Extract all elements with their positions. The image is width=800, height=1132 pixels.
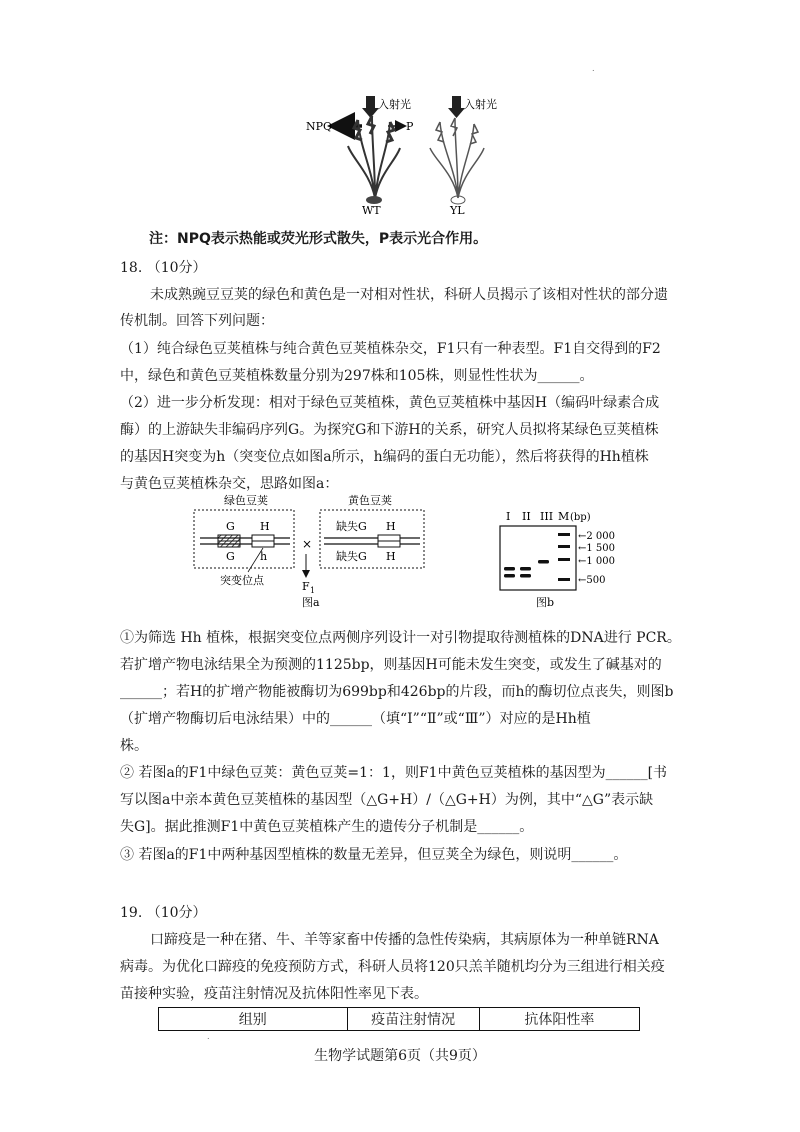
q18-sub1-line: （扩增产物酶切后电泳结果）中的______（填“Ⅰ”“Ⅱ”或“Ⅲ”）对应的是Hh植 [120,711,591,727]
gene-g-label: G [226,550,235,563]
mutation-site-label: 突变位点 [220,574,264,587]
wt-light-label: 入射光 [378,98,411,111]
sample-band [520,574,531,578]
table-header-row [159,1008,640,1031]
q18-sub1-line: 若扩增产物电泳结果全为预测的1125bp，则基因H可能未发生突变，或发生了碱基对的 [120,657,662,673]
page-footer: 生物学试题第6页（共9页） [314,1048,486,1064]
figure-b-electrophoresis [496,510,626,610]
q18-sub2-line: 失G]。据此推测F1中黄色豆荚植株产生的遗传分子机制是______。 [120,819,534,835]
lane-label: M [558,510,570,523]
wt-label: WT [362,204,381,217]
q19-heading: 19. （10分） [120,905,207,921]
rice-plants-figure [300,88,530,218]
yellow-pod-title: 黄色豆荚 [348,494,392,507]
wt-plant [306,96,414,217]
q18-heading: 18. （10分） [120,260,207,276]
marker-band [558,533,570,536]
q18-part1-line: （1）纯合绿色豆荚植株与纯合黄色豆荚植株杂交，F1只有一种表型。F1自交得到的F2 [120,341,661,357]
missing-g-label: 缺失G [336,550,367,563]
marker-band [558,558,570,561]
scan-dot: . [592,64,595,73]
marker-label: ←1 500 [578,543,616,554]
sample-band [504,567,515,571]
q18-sub1-line: ①为筛选 Hh 植株，根据突变位点两侧序列设计一对引物提取待测植株的DNA进行 PCR。 [120,630,681,646]
lane-label: I [506,510,511,523]
gene-h-label: H [260,520,270,533]
cross-symbol: × [302,537,313,551]
figure-a-cross-diagram [190,492,440,610]
yl-light-label: 入射光 [464,98,497,111]
f1-subscript: 1 [310,586,316,595]
npq-label: NPQ [306,120,333,133]
figure-b-caption: 图b [536,596,555,609]
marker-label: ←500 [578,575,606,586]
green-pod-title: 绿色豆荚 [224,494,268,507]
lane-label: II [522,510,531,523]
q18-sub3-line: ③ 若图a的F1中两种基因型植株的数量无差异，但豆荚全为绿色，则说明______。 [120,847,628,863]
p-label: P [406,120,414,133]
sample-band [538,560,549,564]
missing-g-label: 缺失G [336,520,367,533]
figure-a-caption: 图a [302,596,320,609]
q19-intro-line: 口蹄疫是一种在猪、牛、羊等家畜中传播的急性传染病，其病原体为一种单链RNA [150,932,659,948]
f1-label: F [302,580,310,593]
q19-intro-line: 苗接种实验，疫苗注射情况及抗体阳性率见下表。 [120,986,428,1002]
table-header-antibody: 抗体阳性率 [479,1008,639,1031]
vaccine-table [158,1007,640,1031]
yl-label: YL [450,204,465,217]
figure-note: 注：NPQ表示热能或荧光形式散失，P表示光合作用。 [149,231,488,247]
marker-band [558,578,570,581]
marker-label: ←1 000 [578,556,616,567]
scan-dot: . [207,1032,210,1041]
sample-band [504,574,515,578]
marker-band [558,545,570,548]
bp-unit-label: (bp) [570,512,591,523]
q18-sub2-line: 写以图a中亲本黄色豆荚植株的基因型（△G+H）/（△G+H）为例，其中“△G”表示缺 [120,792,654,808]
q18-intro-line: 未成熟豌豆豆荚的绿色和黄色是一对相对性状，科研人员揭示了该相对性状的部分遗 [150,287,668,303]
gene-g-label: G [226,520,235,533]
q18-part1-line: 中，绿色和黄色豆荚植株数量分别为297株和105株，则显性性状为______。 [120,368,594,384]
q18-sub2-line: ② 若图a的F1中绿色豆荚：黄色豆荚=1：1，则F1中黄色豆荚植株的基因型为______[书 [120,765,668,781]
q18-intro-line: 传机制。回答下列问题： [120,313,274,329]
lane-label: III [540,510,554,523]
q19-intro-line: 病毒。为优化口蹄疫的免疫预防方式，科研人员将120只羔羊随机均分为三组进行相关疫 [120,959,665,975]
yl-plant [430,96,497,217]
gene-h-label: H [386,550,396,563]
table-header-vaccine: 疫苗注射情况 [347,1008,479,1031]
sample-band [520,567,531,571]
marker-label: ←2 000 [578,531,616,542]
gene-h-mutant-label: h [260,550,268,563]
q18-part2-line: 的基因H突变为h（突变位点如图a所示，h编码的蛋白无功能），然后将获得的Hh植株 [120,449,649,465]
q18-part2-line: 与黄色豆荚植株杂交，思路如图a： [120,476,339,492]
q18-part2-line: （2）进一步分析发现：相对于绿色豆荚植株，黄色豆荚植株中基因H（编码叶绿素合成 [120,395,660,411]
table-header-group: 组别 [159,1008,348,1031]
q18-sub1-line: 株。 [120,738,148,754]
gene-h-label: H [386,520,396,533]
q18-sub1-line: ______；若H的扩增产物能被酶切为699bp和426bp的片段，而h的酶切位点丧失，则图b [120,684,674,700]
q18-part2-line: 酶）的上游缺失非编码序列G。为探究G和下游H的关系，研究人员拟将某绿色豆荚植株 [120,422,659,438]
